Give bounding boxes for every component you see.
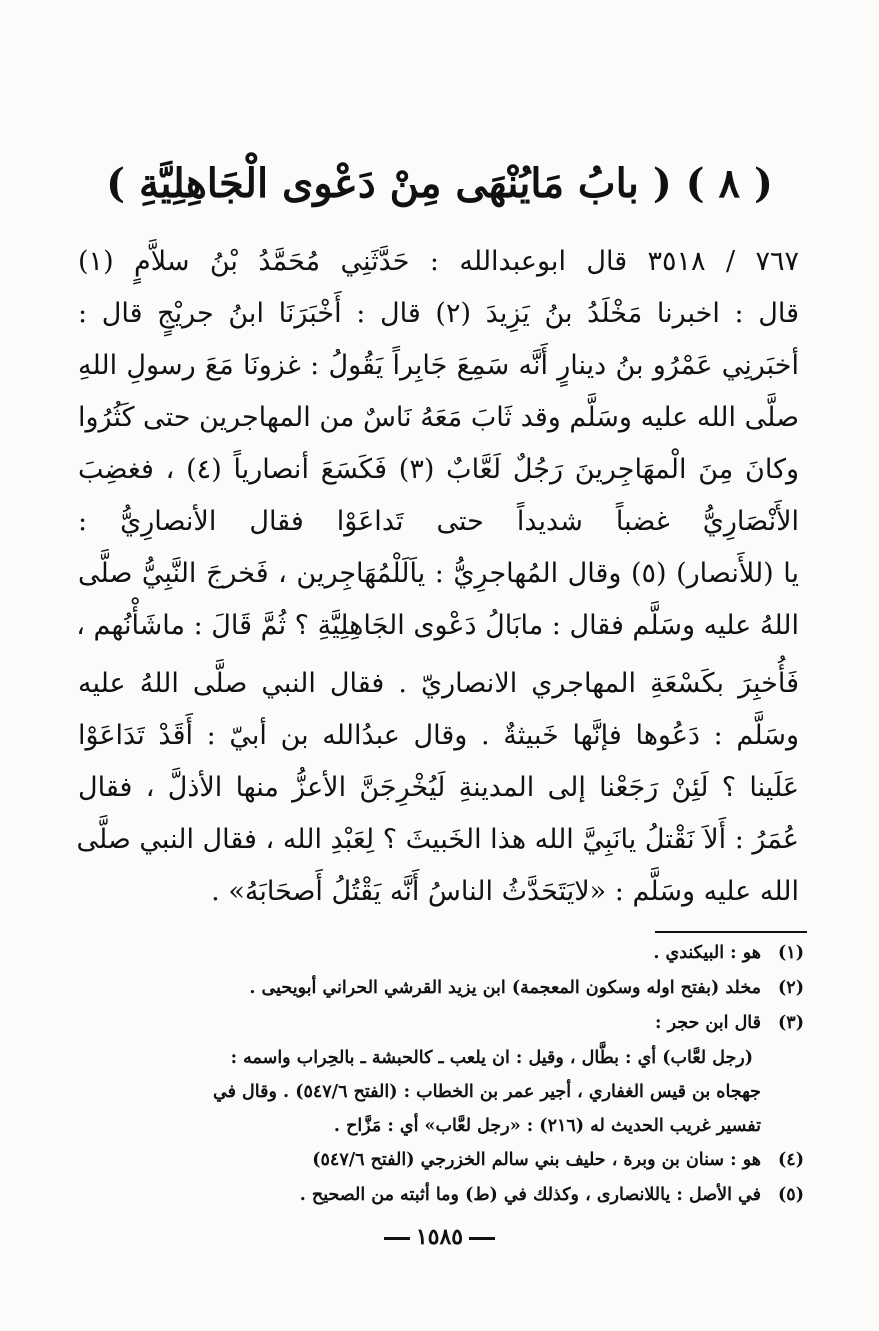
hadith-line: وسَلَّم : دَعُوها فإنَّها خَبيثةٌ . وقال عبدُالله بن أبيّ : أَقَدْ تَدَاعَوْا	[78, 720, 799, 751]
page-number-dash	[469, 1237, 495, 1240]
footnote-number: (٤)	[778, 1150, 804, 1170]
hadith-line: يا (للأَنصار) (٥) وقال المُهاجرِيُّ : ياَلَلْمُهَاجِرين ، فَخرجَ النَّبِيُّ صلَّى	[78, 558, 799, 589]
footnote-number: (٢)	[778, 978, 804, 998]
hadith-line: ٧٦٧ / ٣٥١٨ قال ابوعبدالله : حَدَّثَنِي مُحَمَّدُ بْنُ سلاَّمٍ (١)	[78, 246, 799, 277]
footnote-number: (٣)	[778, 1013, 804, 1033]
footnote-text: في الأصل : ياللانصارى ، وكذلك في (ط) وما أثبته من الصحيح .	[299, 1185, 761, 1205]
footnote-text: مخلد (بفتح اوله وسكون المعجمة) ابن يزيد القرشي الحراني أبويحيى .	[249, 978, 761, 998]
footnotes	[70, 936, 821, 1213]
hadith-line: أخبَرنِي عَمْرُو بنُ دينارٍ أَنَّه سَمِعَ جَابِراً يَقُولُ : غزونَا مَعَ رسولِ اللهِ	[78, 350, 799, 381]
footnote-3-line: جهجاه بن قيس الغفاري ، أجير عمر بن الخطاب : (الفتح ٥٤٧/٦) . وقال في	[213, 1082, 761, 1102]
footnote-number: (١)	[778, 943, 804, 963]
hadith-line: قال : اخبرنا مَخْلَدُ بنُ يَزِيدَ (٢) قال : أَخْبَرَنَا ابنُ جريْجٍ قال :	[78, 298, 799, 329]
footnote-3-line: (رجل لعَّاب) أي : بطَّال ، وقيل : ان يلعب ـ كالحبشة ـ بالحِراب واسمه :	[230, 1048, 753, 1068]
hadith-line: الأَنْصَارِيُّ غضباً شديداً حتى تَداعَوْا فقال الأنصارِيُّ :	[78, 506, 799, 537]
hadith-line: عَلَينا ؟ لَئِنْ رَجَعْنا إلى المدينةِ لَيُخْرِجَنَّ الأعزُّ منها الأذلَّ ، فقال	[78, 772, 799, 803]
footnote-text: قال ابن حجر :	[655, 1013, 761, 1033]
hadith-line: عُمَرُ : أَلاَ نَقْتلُ يانَبِيَّ الله هذا الخَبيثَ ؟ لِعَبْدِ الله ، فقال النبي صلَّى	[76, 824, 799, 855]
page-number	[0, 1224, 879, 1250]
footnote-1	[70, 936, 821, 971]
footnote-number: (٥)	[778, 1185, 804, 1205]
hadith-line: الله عليه وسَلَّم : «لايَتَحَدَّثُ الناسُ أَنَّه يَقْتُلُ أَصحَابَهُ» .	[211, 876, 799, 907]
hadith-line: صلَّى الله عليه وسَلَّم وقد ثَابَ مَعَهُ نَاسٌ من المهاجرين حتى كَثُرُوا	[78, 402, 800, 433]
hadith-line: اللهُ عليه وسَلَّم فقال : مابَالُ دَعْوى الجَاهِلِيَّةِ ؟ ثُمَّ قَالَ : ماشَأْنُهم ،	[76, 610, 799, 641]
hadith-line: وكانَ مِنَ الْمهَاجِرينَ رَجُلٌ لَعَّابٌ (٣) فَكَسَعَ أنصارياً (٤) ، فغضِبَ	[78, 454, 799, 485]
footnote-4	[70, 1143, 821, 1178]
footnote-3	[70, 1006, 821, 1041]
hadith-line: فَأُخبِرَ بكَسْعَةِ المهاجري الانصاريّ . فقال النبي صلَّى اللهُ عليه	[78, 668, 799, 699]
footnote-5	[70, 1178, 821, 1213]
footnote-2	[70, 971, 821, 1006]
page-number-dash	[384, 1237, 410, 1240]
footnote-3-line: تفسير غريب الحديث له (٢١٦) : «رجل لعَّاب» أي : مَزَّاح .	[333, 1116, 761, 1136]
footnote-text: هو : البيكندي .	[653, 943, 761, 963]
page-number-value: ١٥٨٥	[415, 1224, 464, 1250]
hadith-text	[78, 236, 799, 918]
footnote-text: هو : سنان بن وبرة ، حليف بني سالم الخزرجي (الفتح ٥٤٧/٦)	[312, 1150, 761, 1170]
footnote-divider	[655, 931, 807, 933]
chapter-title: ( ٨ ) ( بابُ مَايُنْهَى مِنْ دَعْوى الْجَاهِلِيَّةِ )	[106, 160, 773, 207]
